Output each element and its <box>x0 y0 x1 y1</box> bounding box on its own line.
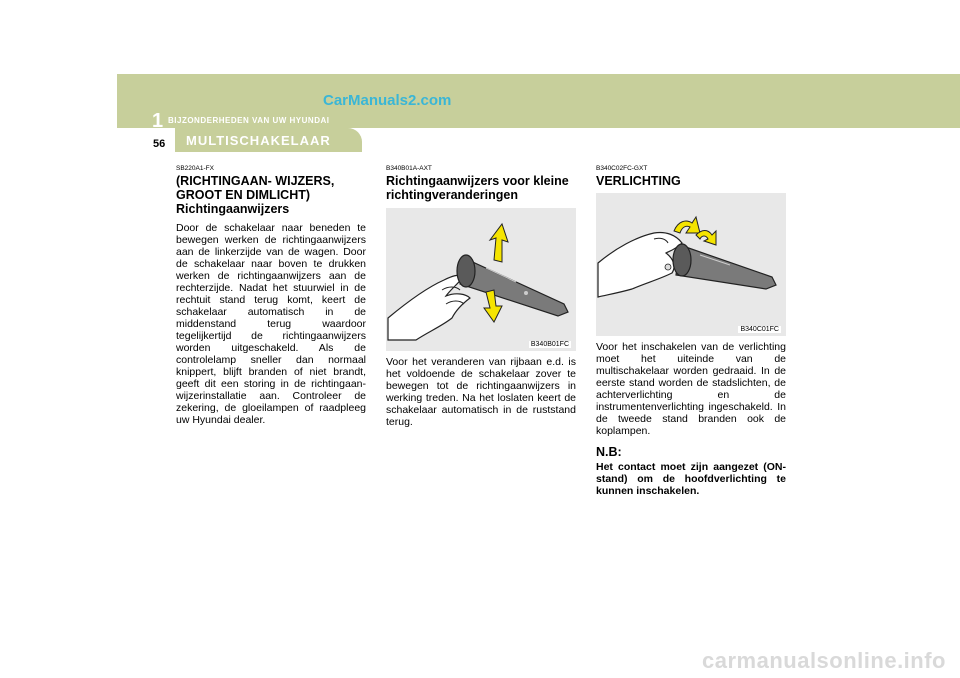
lever-illustration <box>596 193 786 336</box>
lever-illustration <box>386 208 576 351</box>
footer-watermark: carmanualsonline.info <box>702 648 946 673</box>
section-code: SB220A1-FX <box>176 165 214 172</box>
section-heading: Richtingaanwijzers voor kleine richtingveranderingen <box>386 174 569 202</box>
chapter-number: 1 <box>152 110 164 132</box>
figure-lane-change <box>386 208 576 351</box>
column-turn-signals <box>176 165 366 426</box>
column-lighting <box>596 165 786 497</box>
section-body: Voor het inschakelen van de verlichting moet het uiteinde van de multischakelaar worden gedraaid. In de eerste stand worden de stadslichten, de achterverlichting en de instrumentenverlichting ingeschakeld. In de tweede stand branden ook de koplampen. <box>596 341 786 437</box>
section-heading: (RICHTINGAAN- WIJZERS, GROOT EN DIMLICHT) Richtingaanwijzers <box>176 174 335 216</box>
figure-label: B340B01FC <box>530 341 569 348</box>
section-body: Door de schakelaar naar beneden te bewegen werken de richtingaanwijzers aan de linkerzijde van de wagen. Door de schakelaar naar boven te drukken werken de richtingaanwijzers aan de rechterzijde. Nadat het stuurwiel in de rechtuit stand terug komt, keert de schakelaar automatisch in de middenstand terug waardoor tegelijkertijd de richtingaanwijzers worden uitgeschakeld. Als de controlelamp sneller dan normaal knippert, blijft branden of niet brandt, geeft dit een storing in de richtingaan-wijzerinstallatie aan. Controleer de zekering, de gloeilampen of raadpleeg uw Hyundai dealer. <box>176 222 366 426</box>
section-code: B340B01A-AXT <box>386 165 432 172</box>
section-heading: VERLICHTING <box>596 174 681 188</box>
section-body: Voor het veranderen van rijbaan e.d. is het voldoende de schakelaar zover te bewegen tot de richtingaanwijzers in werking treden. Na het loslaten keert de schakelaar automatisch in de ruststand terug. <box>386 356 576 428</box>
header-gap <box>117 128 175 152</box>
column-lane-change <box>386 165 576 428</box>
page-number: 56 <box>153 138 166 150</box>
note-heading: N.B: <box>596 445 622 459</box>
site-watermark-link[interactable]: CarManuals2.com <box>323 92 452 109</box>
chapter-title: BIJZONDERHEDEN VAN UW HYUNDAI <box>168 116 330 125</box>
section-title: MULTISCHAKELAAR <box>186 133 331 148</box>
figure-lighting <box>596 193 786 336</box>
figure-label: B340C01FC <box>740 326 779 333</box>
note-text: Het contact moet zijn aangezet (ON-stand) om de hoofdverlichting te kunnen inschakelen. <box>596 461 786 497</box>
section-code: B340C02FC-GXT <box>596 165 648 172</box>
